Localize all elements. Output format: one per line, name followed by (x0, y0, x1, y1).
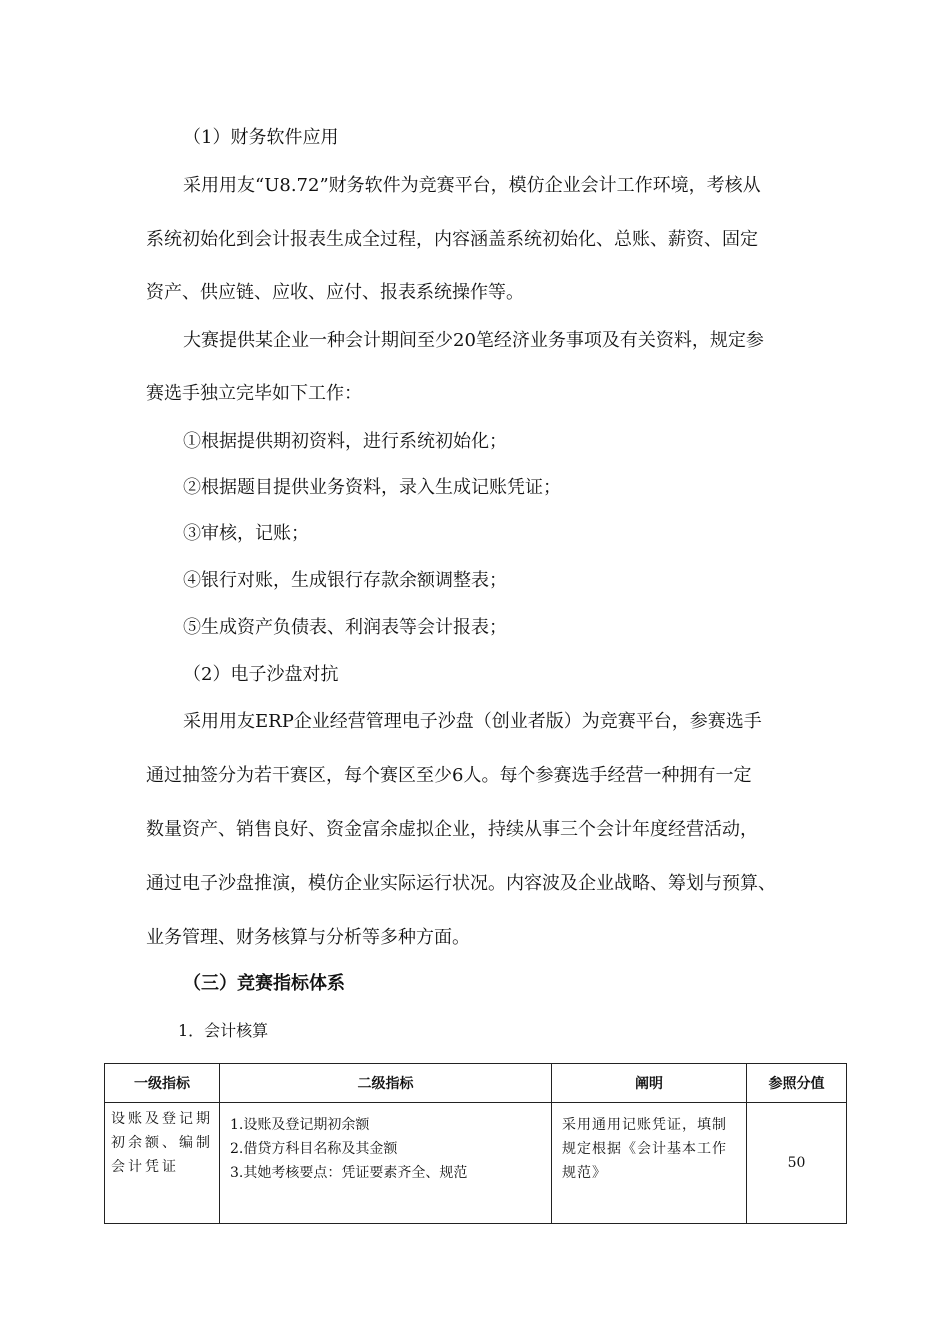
header-score: 参照分值 (747, 1064, 847, 1103)
paragraph-line: 资产、供应链、应收、应付、报表系统操作等。 (146, 282, 524, 303)
paragraph-line: 大赛提供某企业一种会计期间至少20笔经济业务事项及有关资料，规定参 (183, 330, 764, 351)
section-heading: （三）竞赛指标体系 (183, 973, 345, 994)
table-row (105, 1103, 847, 1224)
table-header-row (105, 1064, 847, 1103)
task-item: ④银行对账，生成银行存款余额调整表； (183, 570, 507, 591)
header-level1: 一级指标 (105, 1064, 220, 1103)
indicator-table (104, 1063, 847, 1224)
level2-item: 3.其她考核要点：凭证要素齐全、规范 (230, 1165, 468, 1181)
paragraph-line: 通过电子沙盘推演，模仿企业实际运行状况。内容波及企业战略、筹划与预算、 (146, 873, 776, 894)
cell-score: 50 (747, 1103, 847, 1224)
paragraph-line: 通过抽签分为若干赛区，每个赛区至少6人。每个参赛选手经营一种拥有一定 (146, 765, 752, 786)
paragraph-line: 采用用友ERP企业经营管理电子沙盘（创业者版）为竞赛平台，参赛选手 (183, 711, 762, 732)
subheading-accounting: 1．会计核算 (178, 1021, 269, 1040)
header-level2: 二级指标 (220, 1064, 552, 1103)
task-item: ①根据提供期初资料，进行系统初始化； (183, 431, 507, 452)
level2-item: 2.借贷方科目名称及其金额 (230, 1141, 398, 1157)
cell-level2 (220, 1103, 552, 1224)
task-item: ②根据题目提供业务资料，录入生成记账凭证； (183, 477, 561, 498)
cell-level1: 设账及登记期初余额、编制会计凭证 (105, 1103, 220, 1224)
paragraph-line: 数量资产、销售良好、资金富余虚拟企业，持续从事三个会计年度经营活动， (146, 819, 758, 840)
paragraph-line: 采用用友“U8.72”财务软件为竞赛平台，模仿企业会计工作环境，考核从 (183, 175, 761, 196)
paragraph-line: 赛选手独立完毕如下工作： (146, 383, 362, 404)
paragraph-line: 系统初始化到会计报表生成全过程，内容涵盖系统初始化、总账、薪资、固定 (146, 229, 758, 250)
task-item: ⑤生成资产负债表、利润表等会计报表； (183, 617, 507, 638)
subsection-title-sandbox: （2）电子沙盘对抗 (183, 664, 339, 685)
level2-item: 1.设账及登记期初余额 (230, 1117, 370, 1133)
subsection-title-financial-software: （1）财务软件应用 (183, 127, 339, 148)
cell-note: 采用通用记账凭证，填制规定根据《会计基本工作规范》 (552, 1103, 747, 1224)
paragraph-line: 业务管理、财务核算与分析等多种方面。 (146, 927, 470, 948)
task-item: ③审核，记账； (183, 523, 309, 544)
header-note: 阐明 (552, 1064, 747, 1103)
